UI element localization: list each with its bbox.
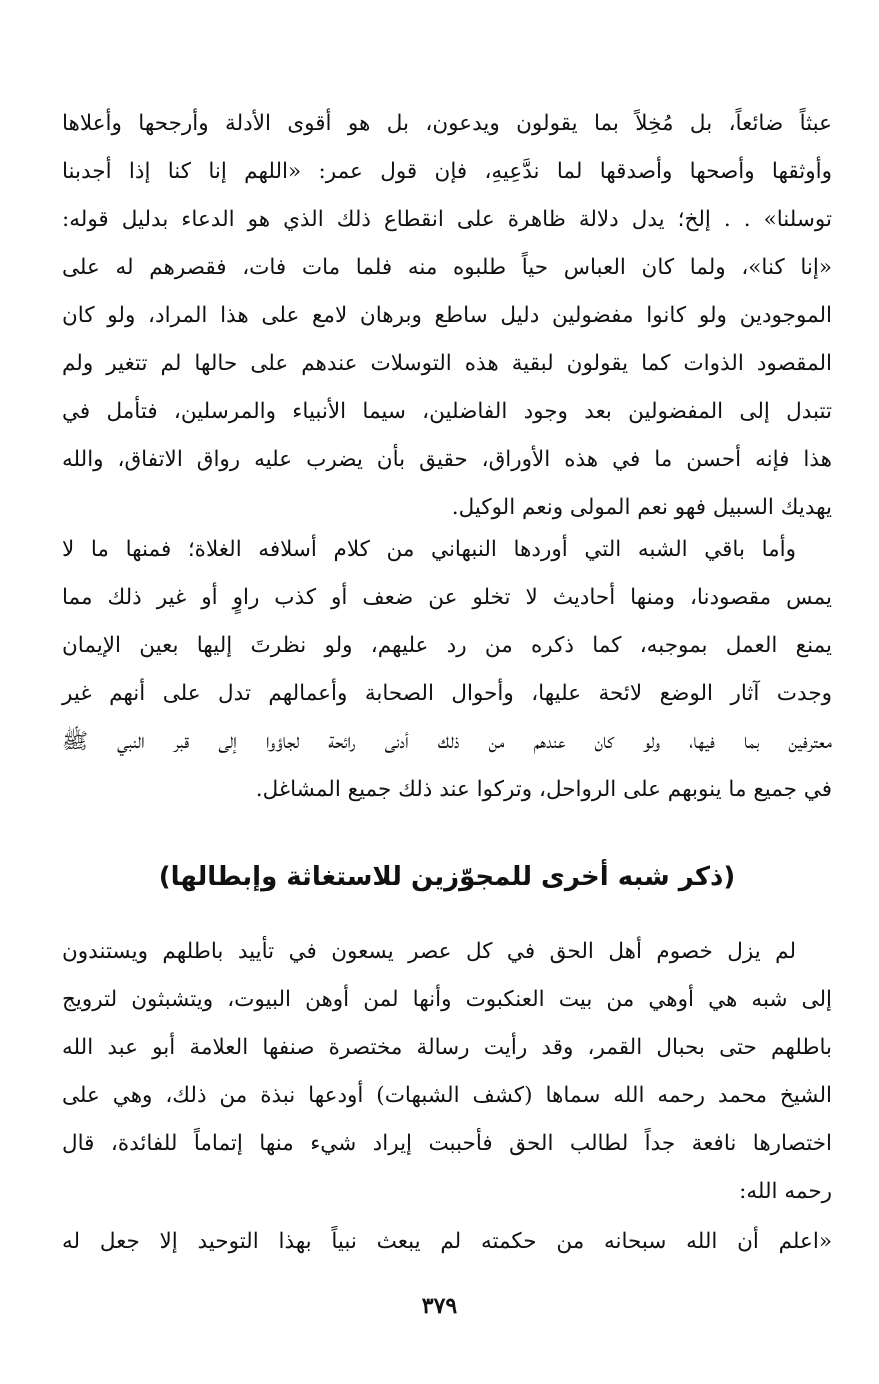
text-line: الموجودين ولو كانوا مفضولين دليل ساطع وبرهان لامع على هذا المراد، ولو كان <box>62 303 832 328</box>
section-heading: (ذكر شبه أخرى للمجوّزين للاستغاثة وإبطالها) <box>158 862 736 892</box>
text-line: يهديك السبيل فهو نعم المولى ونعم الوكيل. <box>451 495 832 520</box>
paragraph-2 <box>62 526 832 814</box>
text-line: توسلنا» . . إلخ؛ يدل دلالة ظاهرة على انقطاع ذلك الذي هو الدعاء بدليل قوله: <box>62 207 832 232</box>
paragraph-4 <box>62 1218 832 1266</box>
text-line: في جميع ما ينوبهم على الرواحل، وتركوا عند ذلك جميع المشاغل. <box>255 777 832 802</box>
text-line: اختصارها نافعة جداً لطالب الحق فأحببت إيراد شيء منها إتماماً للفائدة، قال <box>62 1131 832 1156</box>
paragraph-1 <box>62 100 832 532</box>
text-line: رحمه الله: <box>739 1179 832 1204</box>
text-line: يمنع العمل بموجبه، كما ذكره من رد عليهم، ولو نظرتَ إليها بعين الإيمان <box>62 633 832 658</box>
text-line: إلى شبه هي أوهي من بيت العنكبوت وأنها لمن أوهن البيوت، ويتشبثون لترويج <box>62 987 832 1012</box>
text-line: وأما باقي الشبه التي أوردها النبهاني من كلام أسلافه الغلاة؛ فمنها ما لا <box>62 537 796 562</box>
text-line: «اعلم أن الله سبحانه من حكمته لم يبعث نبياً بهذا التوحيد إلا جعل له <box>62 1229 832 1254</box>
text-line: عبثاً ضائعاً، بل مُخِلاً بما يقولون ويدعون، بل هو أقوى الأدلة وأرجحها وأعلاها <box>62 111 832 136</box>
text-line: تتبدل إلى المفضولين بعد وجود الفاضلين، سيما الأنبياء والمرسلين، فتأمل في <box>62 399 832 424</box>
text-line: معترفين بما فيها، ولو كان عندهم من ذلك أدنى رائحة لجاؤوا إلى قبر النبي ﷺ <box>62 729 832 754</box>
paragraph-3 <box>62 928 832 1216</box>
text-line: وأوثقها وأصحها وأصدقها لما ندَّعِيهِ، فإن قول عمر: «اللهم إنا كنا إذا أجدبنا <box>62 159 832 184</box>
text-line: باطلهم حتى بحبال القمر، وقد رأيت رسالة مختصرة صنفها العلامة أبو عبد الله <box>62 1035 832 1060</box>
text-line: وجدت آثار الوضع لائحة عليها، وأحوال الصحابة وأعمالهم تدل على أنهم غير <box>62 681 832 706</box>
text-line: هذا فإنه أحسن ما في هذه الأوراق، حقيق بأن يضرب عليه رواق الاتفاق، والله <box>62 447 832 472</box>
text-line: الشيخ محمد رحمه الله سماها (كشف الشبهات) أودعها نبذة من ذلك، وهي على <box>62 1083 832 1108</box>
text-line: يمس مقصودنا، ومنها أحاديث لا تخلو عن ضعف أو كذب راوٍ أو غير ذلك مما <box>62 585 832 610</box>
text-line: «إنا كنا»، ولما كان العباس حياً طلبوه منه فلما مات فات، فقصرهم له على <box>62 255 832 280</box>
page-number: ٣٧٩ <box>421 1293 458 1319</box>
text-line: المقصود الذوات كما يقولون لبقية هذه التوسلات عندهم على حالها لم تتغير ولم <box>62 351 832 376</box>
text-line: لم يزل خصوم أهل الحق في كل عصر يسعون في تأييد باطلهم ويستندون <box>62 939 796 964</box>
